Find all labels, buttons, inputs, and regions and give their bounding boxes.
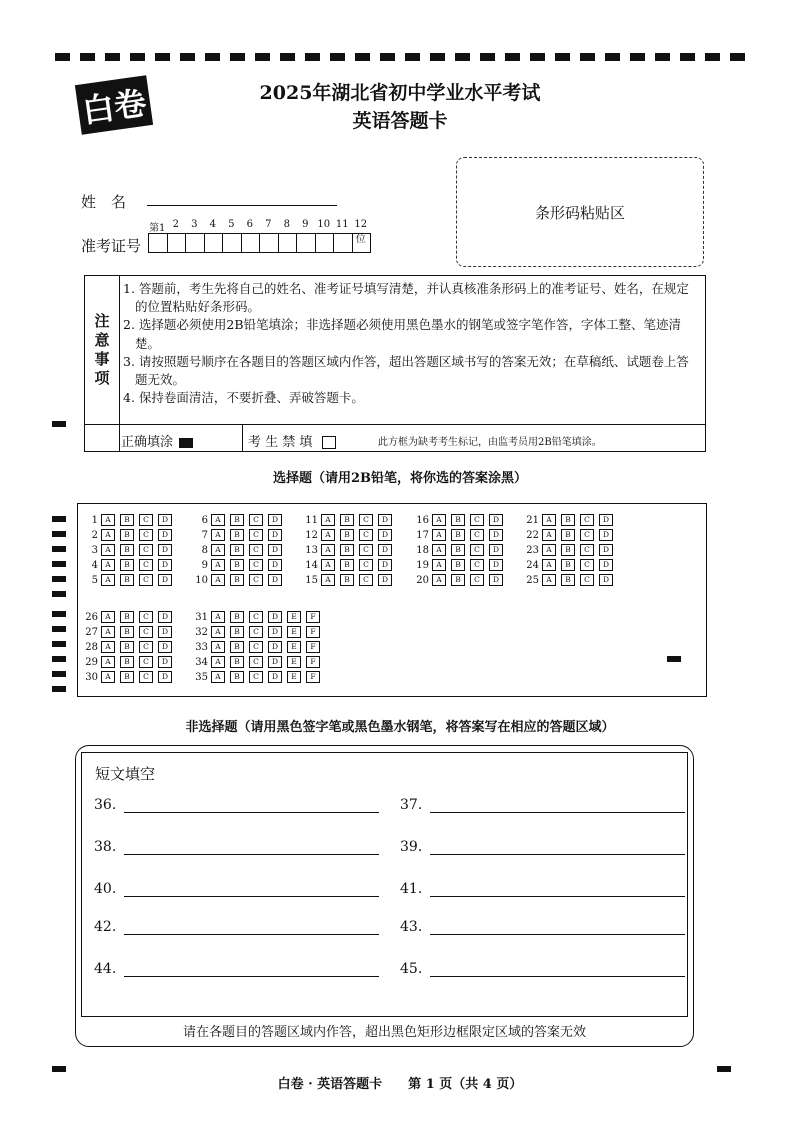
answer-bubble[interactable]: D [599, 574, 613, 586]
question-row [298, 559, 397, 571]
question-number: 24 [526, 559, 539, 571]
answer-line[interactable]: 38. [94, 839, 379, 855]
answer-bubble[interactable]: F [306, 656, 320, 668]
answer-bubble[interactable]: A [101, 544, 115, 556]
answer-bubble[interactable]: C [359, 559, 373, 571]
question-row [78, 529, 177, 541]
notice-box [84, 275, 706, 452]
notice-rules [123, 280, 699, 407]
answer-bubble[interactable]: C [139, 626, 153, 638]
question-row [519, 559, 618, 571]
answer-bubble[interactable]: D [268, 641, 282, 653]
question-number: 10 [195, 574, 208, 586]
answer-bubble[interactable]: B [120, 656, 134, 668]
answer-bubble[interactable]: C [359, 529, 373, 541]
question-number: 27 [85, 626, 98, 638]
question-row [78, 514, 177, 526]
answer-bubble[interactable]: D [599, 559, 613, 571]
answer-bubble[interactable]: C [139, 529, 153, 541]
answer-bubble[interactable]: D [378, 514, 392, 526]
digit-label: 5 [228, 219, 235, 230]
answer-bubble[interactable]: C [249, 544, 263, 556]
answer-bubble[interactable]: E [287, 656, 301, 668]
answer-bubble[interactable]: B [561, 574, 575, 586]
answer-bubble[interactable]: A [101, 656, 115, 668]
question-row [188, 611, 325, 623]
answer-bubble[interactable]: A [542, 574, 556, 586]
question-row [409, 529, 508, 541]
question-number: 2 [91, 529, 98, 541]
answer-bubble[interactable]: B [451, 529, 465, 541]
answer-bubble[interactable]: F [306, 626, 320, 638]
question-row [188, 626, 325, 638]
answer-bubble[interactable]: A [321, 574, 335, 586]
answer-bubble[interactable]: B [340, 574, 354, 586]
section-heading: 短文填空 [95, 765, 156, 783]
question-number: 9 [201, 559, 208, 571]
answer-bubble[interactable]: B [230, 656, 244, 668]
answer-bubble[interactable]: A [101, 611, 115, 623]
answer-bubble[interactable]: D [268, 529, 282, 541]
question-row [519, 514, 618, 526]
question-number: 18 [416, 544, 429, 556]
question-number: 31 [195, 611, 208, 623]
answer-bubble[interactable]: C [139, 559, 153, 571]
choice-section-title: 选择题（请用2B铅笔，将你选的答案涂黑） [272, 471, 528, 486]
answer-bubble[interactable]: A [321, 544, 335, 556]
answer-area-warning: 请在各题目的答题区域内作答，超出黑色矩形边框限定区域的答案无效 [182, 1025, 586, 1040]
question-number: 7 [201, 529, 208, 541]
answer-bubble[interactable]: B [340, 559, 354, 571]
answer-bubble[interactable]: D [158, 559, 172, 571]
timing-marks-top [55, 53, 745, 61]
question-row [188, 671, 325, 683]
answer-bubble[interactable]: C [359, 574, 373, 586]
answer-bubble[interactable]: C [580, 514, 594, 526]
question-row [188, 529, 287, 541]
card-title: 英语答题卡 [352, 110, 448, 132]
answer-bubble[interactable]: D [158, 574, 172, 586]
answer-bubble[interactable]: C [249, 611, 263, 623]
question-number: 15 [305, 574, 318, 586]
question-number: 26 [85, 611, 98, 623]
answer-bubble[interactable]: B [451, 514, 465, 526]
answer-bubble[interactable]: D [489, 544, 503, 556]
answer-bubble[interactable]: E [287, 626, 301, 638]
question-row [519, 544, 618, 556]
answer-bubble[interactable]: D [268, 544, 282, 556]
answer-line[interactable]: 41. [400, 881, 685, 897]
question-row [188, 641, 325, 653]
barcode-label: 条形码粘贴区 [534, 203, 625, 222]
question-row [298, 574, 397, 586]
answer-bubble[interactable]: D [158, 671, 172, 683]
question-number: 22 [526, 529, 539, 541]
answer-bubble[interactable]: D [158, 514, 172, 526]
answer-bubble[interactable]: C [359, 514, 373, 526]
question-number: 25 [526, 574, 539, 586]
digit-label: 第1 [149, 223, 166, 234]
answer-bubble[interactable]: C [470, 574, 484, 586]
question-number: 12 [305, 529, 318, 541]
answer-bubble[interactable]: F [306, 641, 320, 653]
answer-bubble[interactable]: D [378, 559, 392, 571]
answer-bubble[interactable]: A [211, 626, 225, 638]
answer-bubble[interactable]: C [580, 529, 594, 541]
answer-bubble[interactable]: D [378, 544, 392, 556]
question-row [78, 671, 177, 683]
answer-bubble[interactable]: A [211, 559, 225, 571]
digit-label: 4 [209, 219, 216, 230]
rule-item: 3. 请按照题号顺序在各题目的答题区域内作答，超出答题区域书写的答案无效；在草稿纸、试题卷上答题无效。 [123, 353, 689, 388]
answer-bubble[interactable]: D [378, 529, 392, 541]
answer-bubble[interactable]: D [489, 529, 503, 541]
paper-badge: 白卷 [75, 75, 153, 135]
answer-bubble[interactable]: C [249, 626, 263, 638]
answer-bubble[interactable]: B [230, 544, 244, 556]
answer-bubble[interactable]: B [230, 514, 244, 526]
answer-bubble[interactable]: D [158, 656, 172, 668]
answer-bubble[interactable]: B [451, 574, 465, 586]
answer-bubble[interactable]: C [139, 514, 153, 526]
absent-checkbox[interactable] [322, 436, 336, 449]
answer-bubble[interactable]: B [120, 574, 134, 586]
answer-bubble[interactable]: D [489, 514, 503, 526]
answer-line[interactable]: 40. [94, 881, 379, 897]
notice-side-title: 注 意 事 项 [85, 276, 120, 424]
question-number: 19 [416, 559, 429, 571]
answer-line[interactable]: 36. [94, 797, 379, 813]
answer-bubble[interactable]: D [158, 529, 172, 541]
answer-bubble[interactable]: A [432, 544, 446, 556]
answer-bubble[interactable]: C [249, 574, 263, 586]
answer-bubble[interactable]: C [249, 529, 263, 541]
nonchoice-answer-area [75, 745, 694, 1047]
answer-bubble[interactable]: C [470, 514, 484, 526]
question-number: 6 [201, 514, 208, 526]
answer-bubble[interactable]: B [120, 559, 134, 571]
question-row [409, 559, 508, 571]
choice-answer-area [77, 503, 707, 697]
answer-bubble[interactable]: D [599, 514, 613, 526]
answer-bubble[interactable]: B [120, 529, 134, 541]
question-row [188, 656, 325, 668]
correct-fill-sample: 正确填涂 [121, 431, 193, 450]
answer-bubble[interactable]: F [306, 671, 320, 683]
answer-bubble[interactable]: A [101, 671, 115, 683]
absent-mark: 考 生 禁 填 [248, 431, 336, 450]
answer-bubble[interactable]: C [470, 544, 484, 556]
answer-bubble[interactable]: A [211, 544, 225, 556]
question-number: 17 [416, 529, 429, 541]
answer-bubble[interactable]: A [211, 611, 225, 623]
question-row [188, 559, 287, 571]
question-number: 23 [526, 544, 539, 556]
question-number: 34 [195, 656, 208, 668]
question-row [519, 529, 618, 541]
answer-bubble[interactable]: A [542, 514, 556, 526]
answer-bubble[interactable]: C [470, 559, 484, 571]
answer-bubble[interactable]: A [542, 529, 556, 541]
answer-bubble[interactable]: B [561, 514, 575, 526]
exam-title: 2025年湖北省初中学业水平考试 [259, 82, 541, 104]
question-number: 11 [305, 514, 318, 526]
answer-bubble[interactable]: A [321, 514, 335, 526]
answer-bubble[interactable]: C [139, 544, 153, 556]
answer-bubble[interactable]: B [120, 626, 134, 638]
answer-bubble[interactable]: C [580, 544, 594, 556]
name-field[interactable] [147, 205, 337, 206]
answer-bubble[interactable]: C [359, 544, 373, 556]
question-row [409, 544, 508, 556]
question-row [188, 514, 287, 526]
answer-bubble[interactable]: A [101, 514, 115, 526]
answer-bubble[interactable]: A [432, 514, 446, 526]
answer-bubble[interactable]: B [230, 574, 244, 586]
answer-bubble[interactable]: B [120, 611, 134, 623]
question-number: 20 [416, 574, 429, 586]
rule-item: 4. 保持卷面清洁，不要折叠、弄破答题卡。 [123, 390, 364, 406]
answer-bubble[interactable]: B [561, 559, 575, 571]
question-row [188, 574, 287, 586]
answer-bubble[interactable]: C [249, 559, 263, 571]
answer-bubble[interactable]: D [158, 611, 172, 623]
answer-line[interactable]: 37. [400, 797, 685, 813]
question-row [78, 656, 177, 668]
answer-bubble[interactable]: C [580, 559, 594, 571]
answer-bubble[interactable]: C [139, 611, 153, 623]
digit-label: 6 [246, 219, 253, 230]
answer-bubble[interactable]: D [268, 574, 282, 586]
answer-bubble[interactable]: B [120, 514, 134, 526]
answer-bubble[interactable]: B [451, 544, 465, 556]
answer-bubble[interactable]: A [321, 529, 335, 541]
answer-bubble[interactable]: A [211, 656, 225, 668]
answer-bubble[interactable]: D [158, 544, 172, 556]
answer-bubble[interactable]: E [287, 671, 301, 683]
page-footer: 白卷 · 英语答题卡 第 1 页（共 4 页） [277, 1077, 523, 1092]
answer-bubble[interactable]: C [249, 641, 263, 653]
answer-line[interactable]: 45. [400, 961, 685, 977]
digit-label: 12位 [354, 219, 368, 245]
fill-in-box [81, 752, 688, 1017]
answer-bubble[interactable]: A [101, 574, 115, 586]
answer-bubble[interactable]: B [120, 544, 134, 556]
answer-bubble[interactable]: C [249, 656, 263, 668]
answer-bubble[interactable]: B [230, 529, 244, 541]
answer-bubble[interactable]: B [230, 641, 244, 653]
answer-bubble[interactable]: C [470, 529, 484, 541]
answer-bubble[interactable]: B [120, 641, 134, 653]
answer-bubble[interactable]: D [489, 574, 503, 586]
question-number: 13 [305, 544, 318, 556]
question-number: 30 [85, 671, 98, 683]
answer-bubble[interactable]: D [158, 641, 172, 653]
answer-bubble[interactable]: E [287, 611, 301, 623]
answer-bubble[interactable]: D [268, 671, 282, 683]
answer-bubble[interactable]: A [101, 626, 115, 638]
answer-bubble[interactable]: E [287, 641, 301, 653]
answer-bubble[interactable]: A [101, 641, 115, 653]
answer-bubble[interactable]: D [268, 514, 282, 526]
digit-label: 9 [302, 219, 309, 230]
question-row [298, 529, 397, 541]
question-row [409, 574, 508, 586]
digit-label: 10 [317, 219, 331, 230]
question-number: 33 [195, 641, 208, 653]
digit-label: 2 [172, 219, 179, 230]
question-number: 16 [416, 514, 429, 526]
question-number: 3 [91, 544, 98, 556]
answer-bubble[interactable]: A [211, 641, 225, 653]
answer-bubble[interactable]: D [268, 626, 282, 638]
answer-bubble[interactable]: B [340, 529, 354, 541]
barcode-area [456, 157, 704, 267]
question-number: 14 [305, 559, 318, 571]
absent-note: 此方框为缺考考生标记，由监考员用2B铅笔填涂。 [378, 437, 602, 448]
answer-line[interactable]: 44. [94, 961, 379, 977]
answer-bubble[interactable]: C [249, 671, 263, 683]
answer-bubble[interactable]: C [249, 514, 263, 526]
question-row [519, 574, 618, 586]
answer-bubble[interactable]: A [542, 544, 556, 556]
answer-bubble[interactable]: B [120, 671, 134, 683]
answer-bubble[interactable]: D [158, 626, 172, 638]
answer-bubble[interactable]: D [599, 529, 613, 541]
answer-bubble[interactable]: B [230, 559, 244, 571]
answer-bubble[interactable]: B [340, 514, 354, 526]
rule-item: 2. 选择题必须使用2B铅笔填涂；非选择题必须使用黑色墨水的钢笔或签字笔作答，字体工整、笔迹清楚。 [123, 317, 682, 351]
question-number: 29 [85, 656, 98, 668]
answer-bubble[interactable]: A [211, 514, 225, 526]
answer-bubble[interactable]: C [580, 574, 594, 586]
answer-bubble[interactable]: D [268, 611, 282, 623]
digit-label: 11 [335, 219, 349, 230]
id-number-boxes[interactable] [148, 233, 370, 253]
answer-bubble[interactable]: A [542, 559, 556, 571]
question-number: 21 [526, 514, 539, 526]
answer-bubble[interactable]: A [211, 529, 225, 541]
answer-bubble[interactable]: D [489, 559, 503, 571]
answer-bubble[interactable]: D [599, 544, 613, 556]
answer-bubble[interactable]: B [451, 559, 465, 571]
answer-bubble[interactable]: B [561, 544, 575, 556]
answer-bubble[interactable]: A [432, 559, 446, 571]
answer-bubble[interactable]: D [268, 656, 282, 668]
answer-bubble[interactable]: B [561, 529, 575, 541]
answer-bubble[interactable]: A [211, 574, 225, 586]
answer-bubble[interactable]: C [139, 671, 153, 683]
question-number: 5 [91, 574, 98, 586]
answer-bubble[interactable]: C [139, 656, 153, 668]
question-row [78, 544, 177, 556]
answer-bubble[interactable]: A [321, 559, 335, 571]
nonchoice-section-title: 非选择题（请用黑色签字笔或黑色墨水钢笔，将答案写在相应的答题区域） [185, 720, 615, 735]
name-label: 姓 名 [81, 193, 127, 211]
answer-bubble[interactable]: D [378, 574, 392, 586]
answer-line[interactable]: 42. [94, 919, 379, 935]
question-number: 1 [91, 514, 98, 526]
question-row [298, 514, 397, 526]
answer-bubble[interactable]: F [306, 611, 320, 623]
answer-bubble[interactable]: B [230, 611, 244, 623]
question-row [298, 544, 397, 556]
digit-label: 8 [283, 219, 290, 230]
answer-bubble[interactable]: A [432, 574, 446, 586]
question-row [409, 514, 508, 526]
notice-footer [85, 424, 705, 452]
question-number: 28 [85, 641, 98, 653]
question-row [78, 574, 177, 586]
answer-bubble[interactable]: A [101, 559, 115, 571]
question-row [78, 641, 177, 653]
answer-line[interactable]: 43. [400, 919, 685, 935]
question-number: 4 [91, 559, 98, 571]
question-number: 35 [195, 671, 208, 683]
answer-bubble[interactable]: C [139, 574, 153, 586]
answer-bubble[interactable]: A [432, 529, 446, 541]
question-row [188, 544, 287, 556]
question-row [78, 611, 177, 623]
answer-line[interactable]: 39. [400, 839, 685, 855]
question-row [78, 626, 177, 638]
answer-bubble[interactable]: A [211, 671, 225, 683]
question-number: 8 [201, 544, 208, 556]
rule-item: 1. 答题前，考生先将自己的姓名、准考证号填写清楚，并认真核准条形码上的准考证号、姓名，在规定的位置粘贴好条形码。 [123, 281, 689, 315]
answer-bubble[interactable]: D [268, 559, 282, 571]
answer-bubble[interactable]: B [230, 671, 244, 683]
answer-bubble[interactable]: B [230, 626, 244, 638]
answer-bubble[interactable]: C [139, 641, 153, 653]
digit-label: 7 [265, 219, 272, 230]
answer-bubble[interactable]: B [340, 544, 354, 556]
digit-label: 3 [191, 219, 198, 230]
id-label: 准考证号 [81, 237, 142, 255]
question-row [78, 559, 177, 571]
answer-bubble[interactable]: A [101, 529, 115, 541]
question-number: 32 [195, 626, 208, 638]
